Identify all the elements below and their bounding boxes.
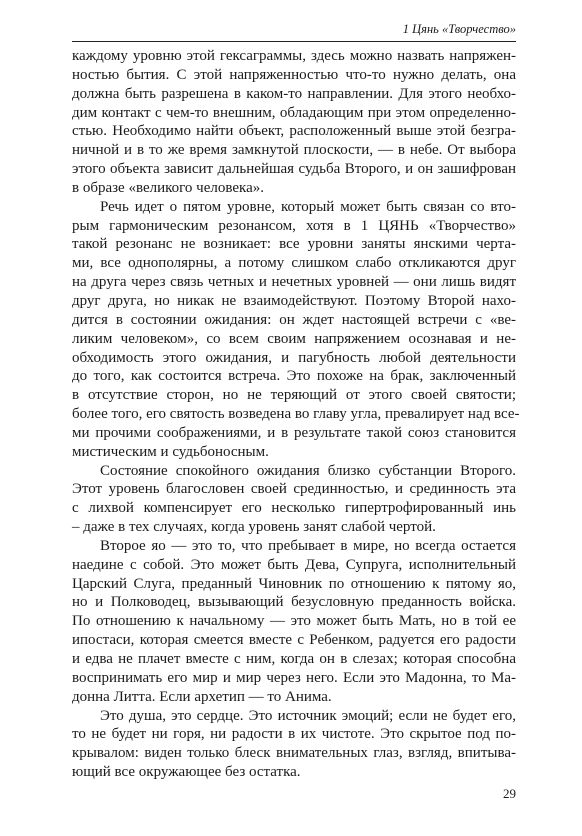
text-line: крывалом: виден только блеск внимательных глаз, взгляд, впитыва- xyxy=(72,745,516,762)
text-line: рым гармоническим резонансом, хотя в 1 ЦЯНЬ «Творчество» xyxy=(72,217,516,234)
running-head: 1 Цянь «Творчество» xyxy=(402,22,516,36)
text-line: Царский Слуга, преданный Чиновник по отношению к пятому яо, xyxy=(72,575,516,592)
text-line: ностью бытия. С этой напряженностью что-то нужно делать, она xyxy=(72,66,516,83)
text-line: каждому уровню этой гексаграммы, здесь можно назвать напряжен- xyxy=(72,48,516,64)
paragraph xyxy=(72,537,516,707)
text-line: мистическим и судьбоносным. xyxy=(72,443,269,460)
text-line: должна быть разрешена в каком-то направлении. Для этого необхо- xyxy=(72,85,516,102)
text-line: воспринимать его мир и мир через него. Если это Мадонна, то Ма- xyxy=(72,669,516,686)
paragraph xyxy=(72,462,516,537)
text-line: ипостаси, которая смеется вместе с Ребенком, радуется его радости xyxy=(72,632,516,649)
text-line: ющий все окружающее без остатка. xyxy=(72,764,301,781)
text-line: с лихвой компенсирует его несколько гипертрофированный инь xyxy=(72,500,516,517)
text-line: дится в состоянии ожидания: он ждет настоящей встречи с «ве- xyxy=(72,311,516,328)
text-line: то не будет ни горя, ни радости в их чистоте. Это скрытое под по- xyxy=(72,726,516,743)
text-line: и едва не плачет вместе с ним, когда он в слезах; которая способна xyxy=(72,651,516,667)
text-line: ми, все однополярны, а потому слишком слабо откликаются друг xyxy=(72,255,516,272)
text-line: Этот уровень благословен своей срединностью, и срединность эта xyxy=(72,481,516,498)
text-line: Второе яо — это то, что пребывает в мире, но всегда остается xyxy=(100,537,516,554)
text-line: наедине с собой. Это может быть Дева, Супруга, исполнительный xyxy=(72,556,516,573)
text-line: донна Литта. Если архетип — то Анима. xyxy=(72,688,332,705)
text-line: такой резонанс не возникает: все уровни заняты янскими черта- xyxy=(72,236,516,253)
text-line: ми прочими соображениями, и в результате такой союз становится xyxy=(72,424,516,441)
text-line: в образе «великого человека». xyxy=(72,179,264,196)
text-line: ничной и в то же время замкнутой плоскости, — в небе. От выбора xyxy=(72,142,516,159)
text-line: обходимость этого ожидания, и пагубность любой деятельности xyxy=(72,349,516,366)
paragraph xyxy=(72,707,516,782)
text-line: но и Полководец, вызывающий безусловную преданность войска. xyxy=(72,594,516,611)
text-line: более того, его святость возведена во главу угла, превалирует над все- xyxy=(72,406,520,423)
text-line: Состояние спокойного ожидания близко субстанции Второго. xyxy=(100,462,516,479)
text-line: в отсутствие сторон, но не теряющий от этого своей святости; xyxy=(72,387,516,404)
text-line: По отношению к начальному — это может быть Мать, но в той ее xyxy=(72,613,516,630)
text-line: этого объекта зависит дальнейшая судьба Второго, и он зашифрован xyxy=(72,161,516,178)
text-line: Речь идет о пятом уровне, который может быть связан со вто- xyxy=(100,198,516,215)
body-text xyxy=(72,47,520,782)
text-line: – даже в тех случаях, когда уровень занят слабой чертой. xyxy=(72,519,436,536)
text-line: дим контакт с чем-то внешним, обладающим при этом определенно- xyxy=(72,104,516,121)
paragraph xyxy=(72,47,516,198)
text-line: до того, как состоится встреча. Это похоже на брак, заключенный xyxy=(72,368,516,385)
header-rule xyxy=(72,41,516,42)
text-line: Это душа, это сердце. Это источник эмоций; если не будет его, xyxy=(100,707,516,724)
text-line: на друга через связь четных и нечетных уровней — они лишь видят xyxy=(72,274,516,291)
text-line: стью. Необходимо найти объект, расположенный выше этой безгра- xyxy=(72,123,516,140)
page-number: 29 xyxy=(503,786,516,801)
text-line: друг друга, но никак не взаимодействуют. Поэтому Второй нахо- xyxy=(72,292,516,309)
paragraph xyxy=(72,198,520,462)
text-line: ликим человеком», со всем своим напряжением осознавая и не- xyxy=(72,330,516,347)
